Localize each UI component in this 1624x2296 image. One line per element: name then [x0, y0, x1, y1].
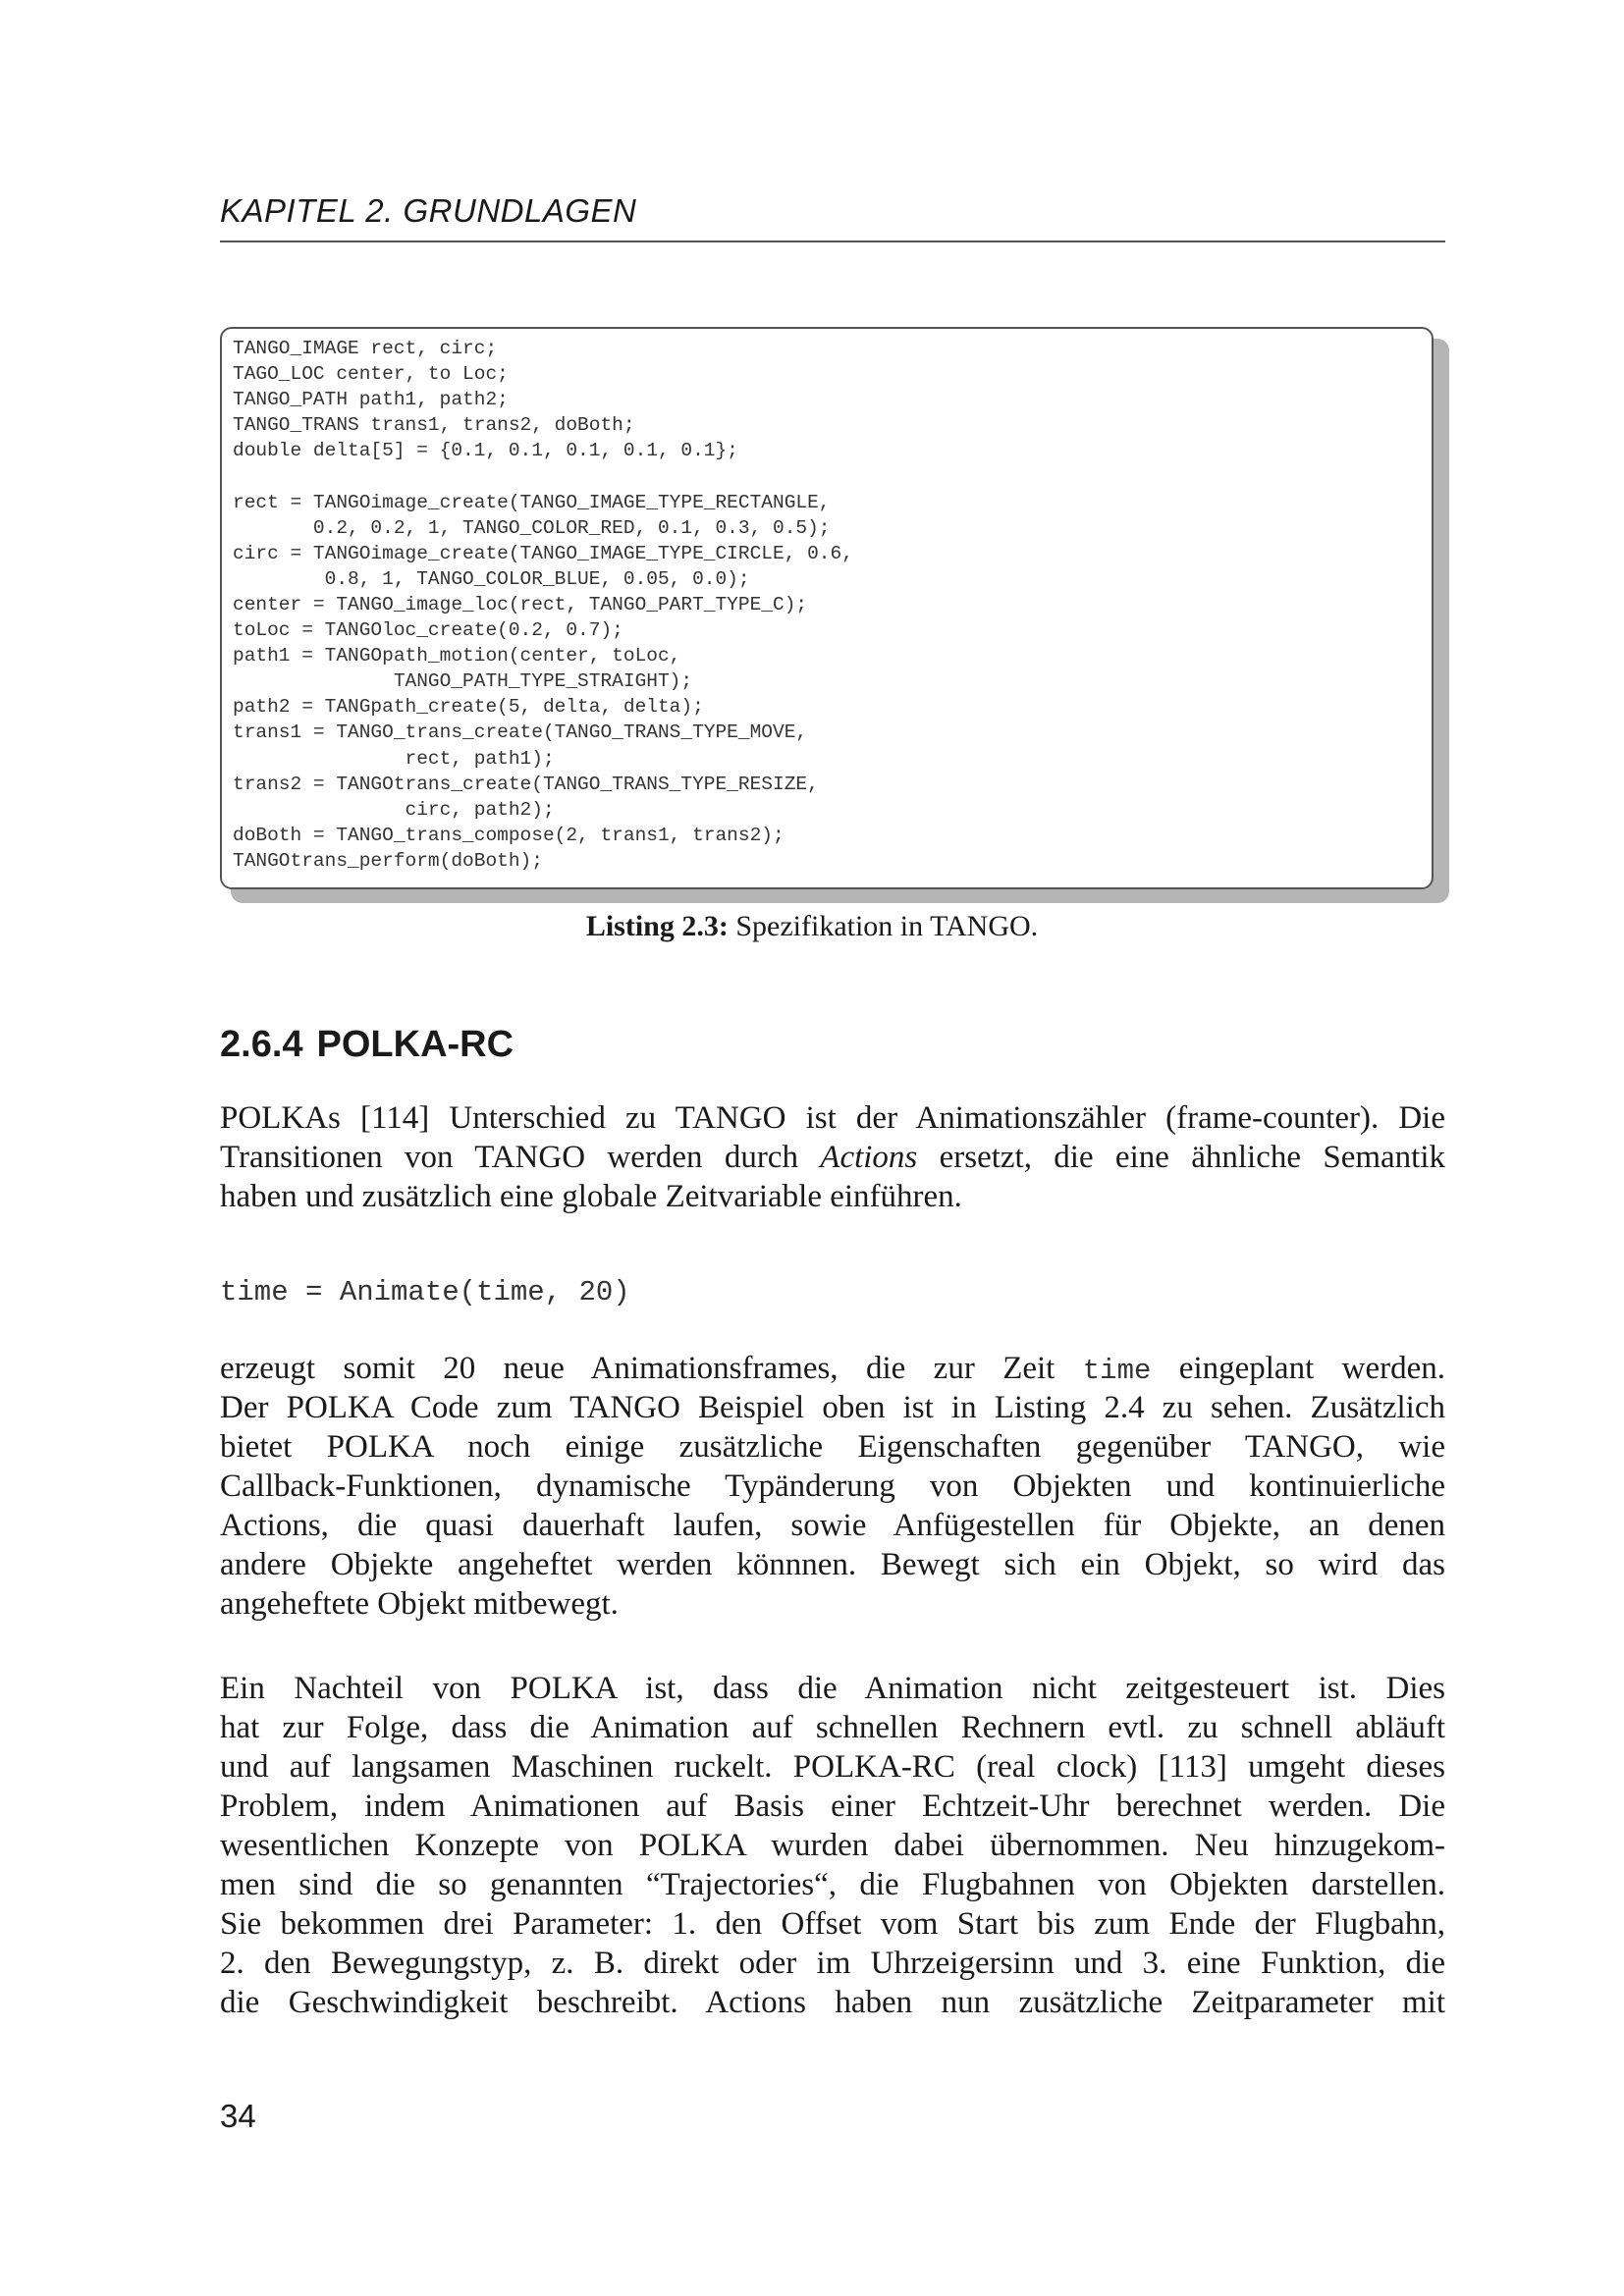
- paragraph-3: [220, 1669, 1445, 2022]
- caption-text: Spezifikation in TANGO.: [728, 910, 1039, 942]
- paragraph-line: Ein Nachteil von POLKA ist, dass die Animation nicht zeitgesteuert ist. Dies: [220, 1671, 1445, 1706]
- paragraph-line: [220, 1349, 1445, 1388]
- section-number: 2.6.4: [220, 1024, 303, 1065]
- paragraph-line: Der POLKA Code zum TANGO Beispiel oben ist in Listing 2.4 zu sehen. Zusätzlich: [220, 1390, 1445, 1425]
- text-run: ersetzt, die eine ähnliche Semantik: [917, 1140, 1445, 1175]
- paragraph-line: Sie bekommen drei Parameter: 1. den Offset vom Start bis zum Ende der Flugbahn,: [220, 1906, 1445, 1942]
- section-heading: [220, 1024, 514, 1066]
- paragraph-line: und auf langsamen Maschinen ruckelt. POLKA-RC (real clock) [113] umgeht dieses: [220, 1749, 1445, 1785]
- paragraph-2: [220, 1349, 1445, 1624]
- paragraph-line: bietet POLKA noch einige zusätzliche Eigenschaften gegenüber TANGO, wie: [220, 1429, 1445, 1465]
- emphasis-actions: Actions: [820, 1140, 918, 1175]
- inline-code-time: time: [1082, 1355, 1152, 1387]
- paragraph-line: [220, 1138, 1445, 1177]
- section-title: POLKA-RC: [316, 1024, 514, 1065]
- running-head: KAPITEL 2. GRUNDLAGEN: [220, 192, 637, 229]
- inline-code-example: time = Animate(time, 20): [220, 1276, 630, 1308]
- paragraph-line: andere Objekte angeheftet werden könnnen. Bewegt sich ein Objekt, so wird das: [220, 1547, 1445, 1582]
- paragraph-line: hat zur Folge, dass die Animation auf schnellen Rechnern evtl. zu schnell abläuft: [220, 1710, 1445, 1745]
- text-run: erzeugt somit 20 neue Animationsframes, die zur Zeit: [220, 1351, 1083, 1386]
- header-rule: [220, 240, 1445, 242]
- paragraph-line: men sind die so genannten “Trajectories“, die Flugbahnen von Objekten darstellen.: [220, 1867, 1445, 1902]
- code-listing: TANGO_IMAGE rect, circ; TAGO_LOC center, to Loc; TANGO_PATH path1, path2; TANGO_TRANS trans1, trans2, doBoth; double delta[5] = {0.1, 0.1, 0.1, 0.1, 0.1}; rect = TANGOimage_create(TANGO_IMAGE_TYPE_RECTANGLE, 0.2, 0.2, 1, TANGO_COLOR_RED, 0.1, 0.3, 0.5); circ = TANGOimage_create(TANGO_IMAGE_TYPE_CIRCLE, 0.6, 0.8, 1, TANGO_COLOR_BLUE, 0.05, 0.0); center = TANGO_image_loc(rect, TANGO_PART_TYPE_C); toLoc = TANGOloc_create(0.2, 0.7); path1 = TANGOpath_motion(center, toLoc, TANGO_PATH_TYPE_STRAIGHT); path2 = TANGpath_create(5, delta, delta); trans1 = TANGO_trans_create(TANGO_TRANS_TYPE_MOVE, rect, path1); trans2 = TANGOtrans_create(TANGO_TRANS_TYPE_RESIZE, circ, path2); doBoth = TANGO_trans_compose(2, trans1, trans2); TANGOtrans_perform(doBoth);: [233, 338, 853, 872]
- listing-caption: [0, 910, 1624, 943]
- text-run: eingeplant werden.: [1151, 1351, 1446, 1386]
- paragraph-line: Actions, die quasi dauerhaft laufen, sowie Anfügestellen für Objekte, an denen: [220, 1508, 1445, 1543]
- paragraph-line: Callback-Funktionen, dynamische Typänderung von Objekten und kontinuierliche: [220, 1468, 1445, 1504]
- paragraph-line: haben und zusätzlich eine globale Zeitvariable einführen.: [220, 1179, 962, 1214]
- paragraph-line: POLKAs [114] Unterschied zu TANGO ist der Animationszähler (frame-counter). Die: [220, 1100, 1445, 1136]
- paragraph-line: 2. den Bewegungstyp, z. B. direkt oder im Uhrzeigersinn und 3. eine Funktion, die: [220, 1946, 1445, 1981]
- paragraph-line: Problem, indem Animationen auf Basis einer Echtzeit-Uhr berechnet werden. Die: [220, 1789, 1445, 1824]
- paragraph-line: die Geschwindigkeit beschreibt. Actions haben nun zusätzliche Zeitparameter mit: [220, 1985, 1445, 2020]
- paragraph-line: angeheftete Objekt mitbewegt.: [220, 1586, 619, 1622]
- paragraph-line: wesentlichen Konzepte von POLKA wurden dabei übernommen. Neu hinzugekom-: [220, 1828, 1445, 1863]
- page-number: 34: [220, 2098, 256, 2134]
- paragraph-1: [220, 1098, 1445, 1216]
- caption-label: Listing 2.3:: [585, 910, 729, 942]
- text-run: Transitionen von TANGO werden durch: [220, 1140, 821, 1175]
